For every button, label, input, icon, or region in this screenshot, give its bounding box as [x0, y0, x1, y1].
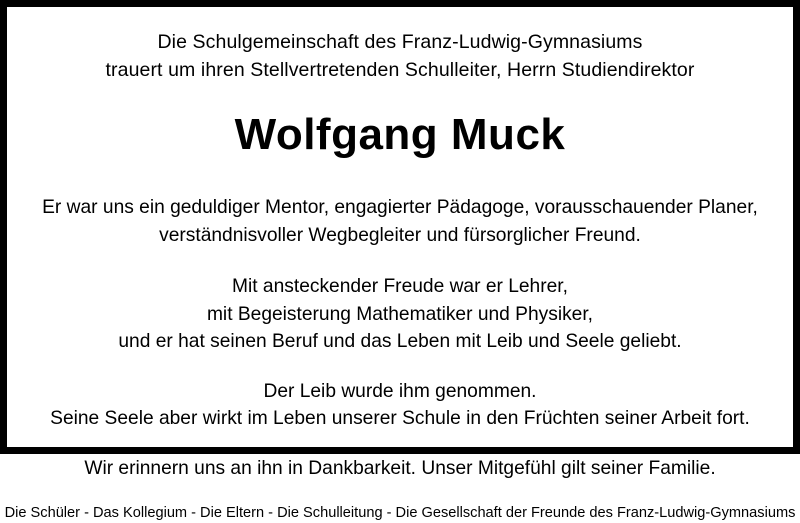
intro-line-2: trauert um ihren Stellvertretenden Schulleiter, Herrn Studiendirektor	[105, 58, 695, 81]
paragraph-mentor	[42, 194, 758, 249]
paragraph-soul-line-1: Der Leib wurde ihm genommen.	[263, 380, 537, 402]
paragraph-teacher-line-2: mit Begeisterung Mathematiker und Physiker,	[206, 303, 594, 325]
paragraph-teacher-line-1: Mit ansteckender Freude war er Lehrer,	[232, 276, 568, 298]
intro-text	[106, 29, 695, 84]
paragraph-gratitude-line-1: Wir erinnern uns an ihn in Dankbarkeit. Unser Mitgefühl gilt seiner Familie.	[84, 457, 716, 479]
intro-line-1: Die Schulgemeinschaft des Franz-Ludwig-Gymnasiums	[157, 31, 643, 53]
paragraph-soul-line-2: Seine Seele aber wirkt im Leben unserer Schule in den Früchten seiner Arbeit fort.	[50, 408, 750, 430]
paragraph-teacher-line-3: und er hat seinen Beruf und das Leben mit Leib und Seele geliebt.	[118, 331, 682, 353]
paragraph-teacher	[118, 273, 681, 355]
paragraph-mentor-line-2: verständnisvoller Wegbegleiter und fürsorglicher Freund.	[159, 224, 641, 246]
paragraph-gratitude	[84, 455, 715, 482]
paragraph-mentor-line-1: Er war uns ein geduldiger Mentor, engagierter Pädagoge, vorausschauender Planer,	[42, 197, 758, 219]
signers-line: Die Schüler - Das Kollegium - Die Eltern - Die Schulleitung - Die Gesellschaft der Freunde des Franz-Ludwig-Gymnasiums	[4, 505, 796, 521]
paragraph-soul	[50, 378, 750, 433]
deceased-name: Wolfgang Muck	[234, 110, 566, 160]
